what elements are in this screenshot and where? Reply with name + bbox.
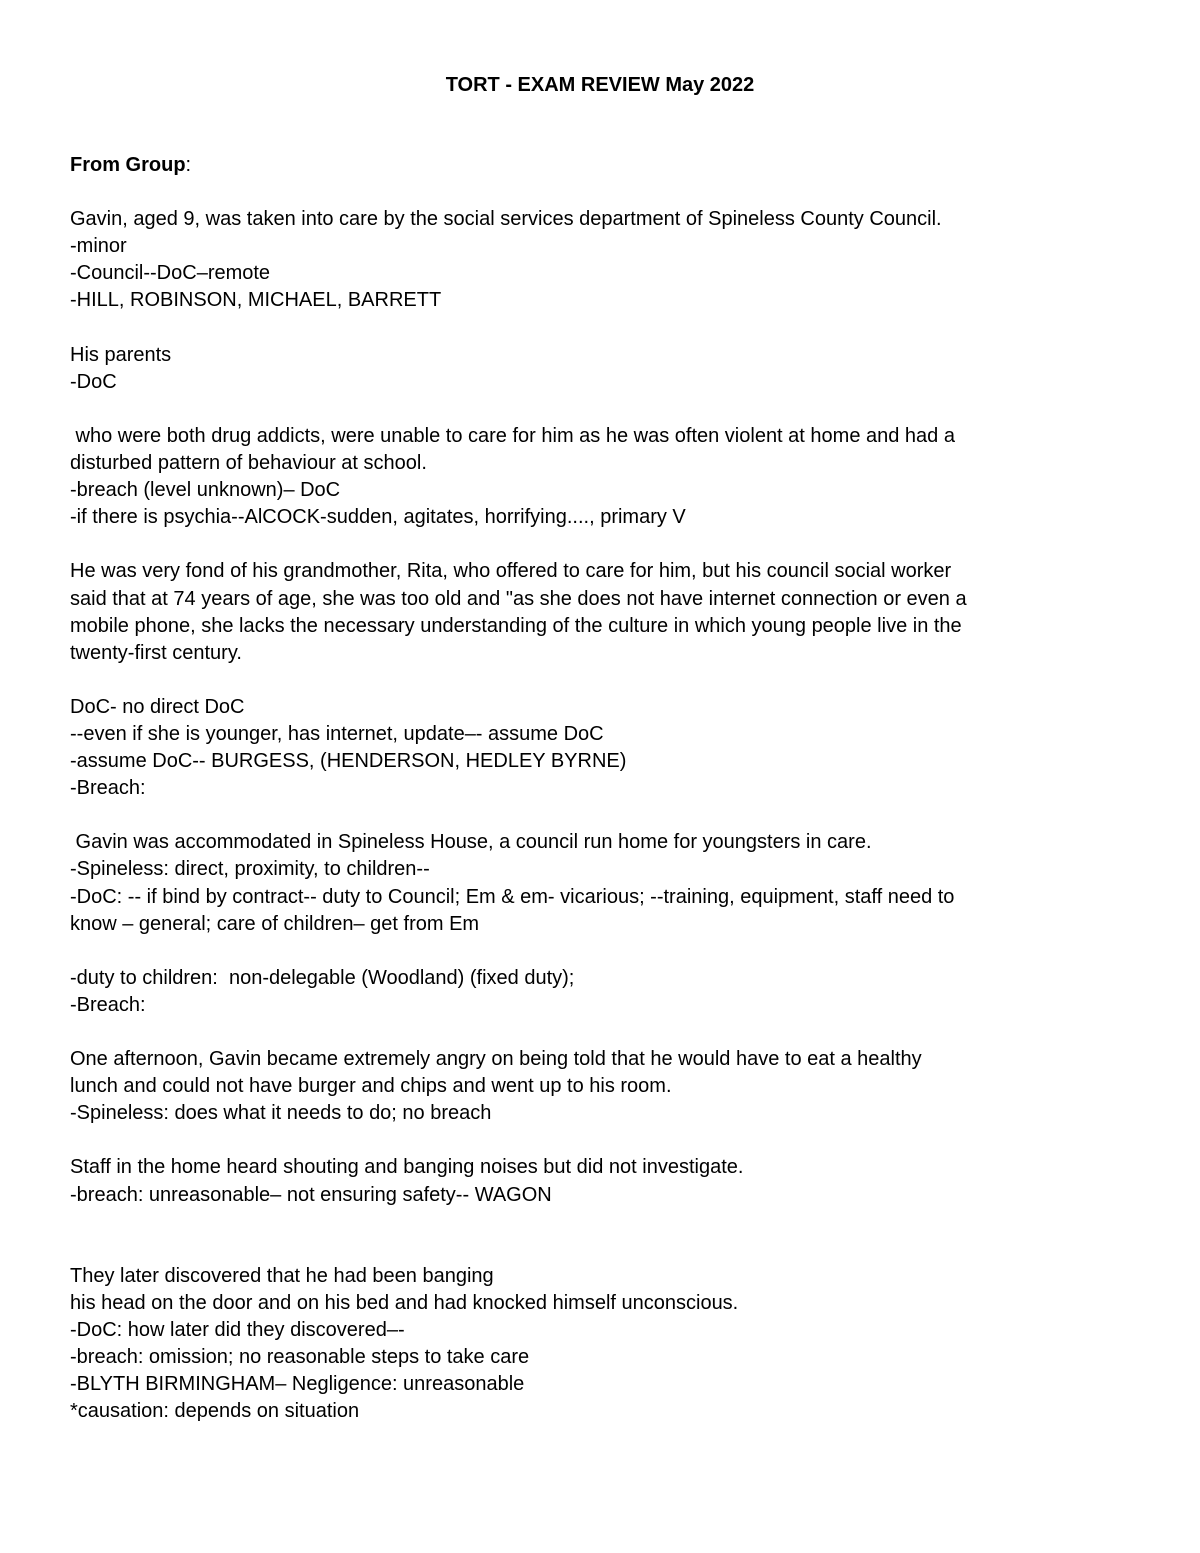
scenario-line: lunch and could not have burger and chips and went up to his room. (70, 1075, 672, 1098)
note-line: *causation: depends on situation (70, 1400, 360, 1423)
note-line: -breach: omission; no reasonable steps to take care (70, 1346, 530, 1369)
note-line: -Spineless: direct, proximity, to children-- (70, 858, 430, 881)
note-line: -Breach: (70, 777, 146, 800)
note-line: -assume DoC-- BURGESS, (HENDERSON, HEDLEY BYRNE) (70, 750, 627, 773)
document-body (70, 152, 1150, 1425)
note-line: -DoC: how later did they discovered–- (70, 1319, 405, 1342)
note-line: -breach: unreasonable– not ensuring safety-- WAGON (70, 1183, 552, 1206)
scenario-line: said that at 74 years of age, she was too old and "as she does not have internet connection or even a (70, 587, 967, 610)
note-line: -DoC (70, 370, 117, 393)
scenario-line: who were both drug addicts, were unable to care for him as he was often violent at home and had a (70, 424, 955, 447)
scenario-line: Staff in the home heard shouting and banging noises but did not investigate. (70, 1156, 744, 1179)
note-line: -BLYTH BIRMINGHAM– Negligence: unreasonable (70, 1373, 525, 1396)
note-line: -minor (70, 235, 127, 258)
scenario-line: They later discovered that he had been banging (70, 1264, 494, 1287)
note-line: -if there is psychia--AlCOCK-sudden, agitates, horrifying...., primary V (70, 506, 686, 529)
group-heading-label: From Group (70, 154, 186, 176)
note-line: -duty to children: non-delegable (Woodland) (fixed duty); (70, 966, 575, 989)
note-line: -Council--DoC–remote (70, 262, 271, 285)
note-line: -DoC: -- if bind by contract-- duty to Council; Em & em- vicarious; --training, equipment, staff need to (70, 885, 955, 908)
scenario-line: his head on the door and on his bed and had knocked himself unconscious. (70, 1291, 739, 1314)
scenario-line: mobile phone, she lacks the necessary understanding of the culture in which young people live in the (70, 614, 962, 637)
note-line: -HILL, ROBINSON, MICHAEL, BARRETT (70, 289, 442, 312)
note-line: DoC- no direct DoC (70, 695, 245, 718)
group-heading (70, 152, 1150, 179)
scenario-line: Gavin was accommodated in Spineless House, a council run home for youngsters in care. (70, 831, 872, 854)
note-line: -Breach: (70, 993, 146, 1016)
scenario-line: Gavin, aged 9, was taken into care by the social services department of Spineless County Council. (70, 208, 942, 231)
note-line: --even if she is younger, has internet, update–- assume DoC (70, 722, 604, 745)
scenario-line: twenty-first century. (70, 641, 242, 664)
note-line: -breach (level unknown)– DoC (70, 479, 341, 502)
scenario-line: One afternoon, Gavin became extremely angry on being told that he would have to eat a healthy (70, 1048, 922, 1071)
scenario-line: He was very fond of his grandmother, Rita, who offered to care for him, but his council social worker (70, 560, 952, 583)
note-line: know – general; care of children– get from Em (70, 912, 480, 935)
note-line: -Spineless: does what it needs to do; no breach (70, 1102, 492, 1125)
group-heading-suffix: : (185, 154, 192, 176)
scenario-line: His parents (70, 343, 172, 366)
scenario-line: disturbed pattern of behaviour at school. (70, 452, 427, 475)
document-title: TORT - EXAM REVIEW May 2022 (445, 74, 755, 96)
